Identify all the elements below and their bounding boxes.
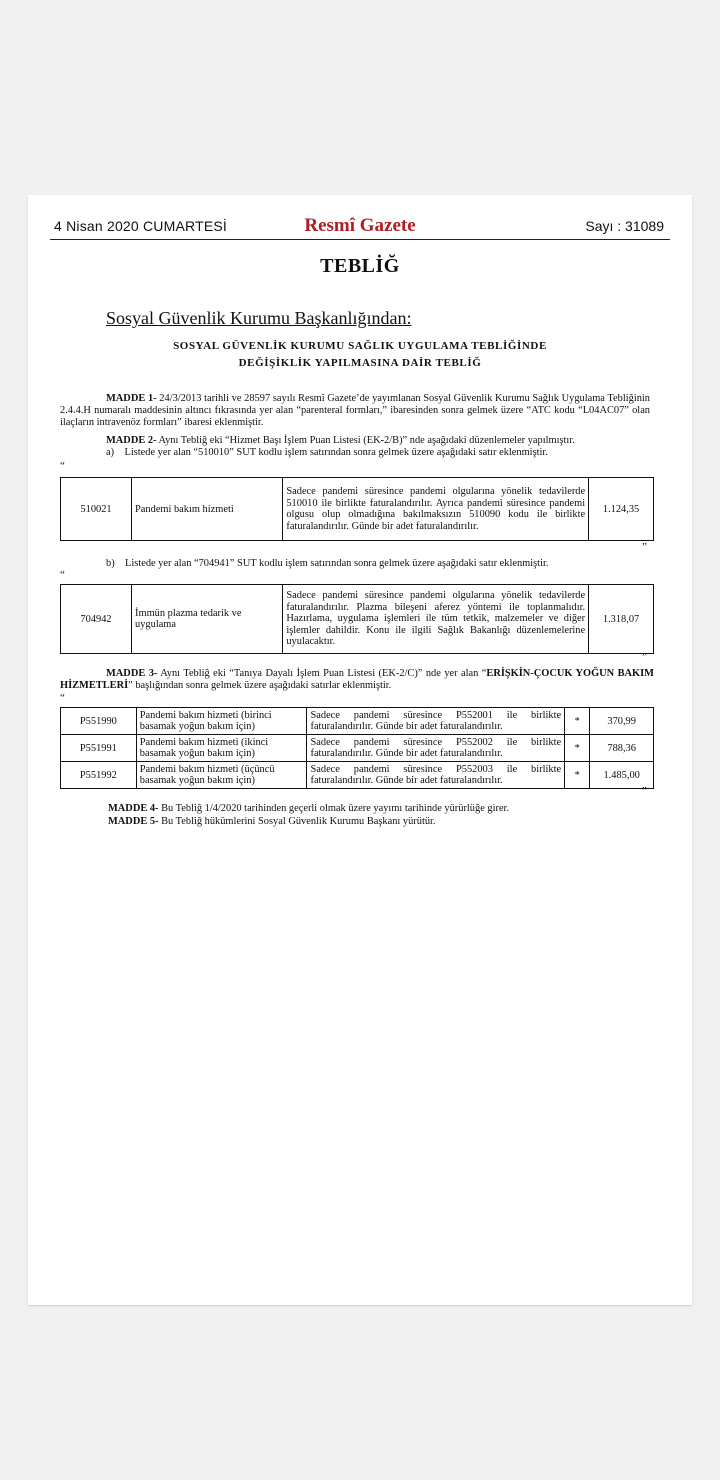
procedure-points: 1.485,00	[590, 762, 654, 789]
item-b-text: Listede yer alan “704941” SUT kodlu işlem satırından sonra gelmek üzere aşağıdaki satır eklenmiştir.	[125, 558, 549, 569]
article-4-label: MADDE 4-	[108, 803, 159, 814]
article-2-label: MADDE 2-	[106, 435, 157, 446]
procedure-name: Pandemi bakım hizmeti (ikinci basamak yoğun bakım için)	[136, 735, 307, 762]
procedure-name: İmmün plazma tedarik ve uygulama	[132, 585, 283, 654]
procedure-name: Pandemi bakım hizmeti (birinci basamak yoğun bakım için)	[136, 708, 307, 735]
article-5	[108, 816, 668, 828]
article-1	[60, 393, 650, 429]
procedure-points: 788,36	[590, 735, 654, 762]
article-3-label: MADDE 3-	[106, 668, 158, 679]
document-type: TEBLİĞ	[320, 255, 400, 277]
item-a-marker: a)	[106, 447, 115, 458]
sut-code: P551991	[61, 735, 137, 762]
quote-close-c: ”	[642, 785, 647, 797]
article-5-label: MADDE 5-	[108, 816, 159, 827]
star-marker: *	[565, 708, 590, 735]
newspaper-title: Resmî Gazete	[304, 215, 416, 236]
star-marker: *	[565, 762, 590, 789]
quote-close-b: ”	[642, 651, 647, 663]
article-3	[60, 668, 654, 692]
header-date: 4 Nisan 2020 CUMARTESİ	[54, 218, 227, 234]
article-5-text: Bu Tebliğ hükümlerini Sosyal Güvenlik Kurumu Başkanı yürütür.	[158, 816, 436, 827]
issue-number: Sayı : 31089	[585, 218, 664, 234]
article-2-text: Aynı Tebliğ eki “Hizmet Başı İşlem Puan Listesi (EK-2/B)” nde aşağıdaki düzenlemeler yapılmıştır.	[156, 435, 575, 446]
procedure-description: Sadece pandemi süresince P552001 ile birlikte faturalandırılır. Günde bir adet faturalandırılır.	[307, 708, 565, 735]
gazette-page	[28, 195, 692, 1305]
table-ek2c	[60, 707, 654, 789]
procedure-points: 1.318,07	[589, 585, 654, 654]
sut-code: 704942	[61, 585, 132, 654]
procedure-name: Pandemi bakım hizmeti	[132, 478, 283, 541]
quote-close-a: ”	[642, 541, 647, 553]
table-row	[61, 762, 654, 789]
article-3-section-name: ERİŞKİN-ÇOCUK YOĞUN BAKIM HİZMETLERİ	[60, 668, 654, 691]
procedure-points: 370,99	[590, 708, 654, 735]
document-title-line2: DEĞİŞİKLİK YAPILMASINA DAİR TEBLİĞ	[238, 357, 482, 369]
article-3-text-before: Aynı Tebliğ eki “Tanıya Dayalı İşlem Puan Listesi (EK-2/C)” nde yer alan “	[157, 668, 487, 679]
issuing-agency: Sosyal Güvenlik Kurumu Başkanlığından:	[106, 308, 412, 328]
item-a-text: Listede yer alan “510010” SUT kodlu işlem satırından sonra gelmek üzere aşağıdaki satır eklenmiştir.	[124, 447, 548, 458]
procedure-description: Sadece pandemi süresince P552002 ile birlikte faturalandırılır. Günde bir adet faturalandırılır.	[307, 735, 565, 762]
table-ek2b-a	[60, 477, 654, 541]
article-2-item-b	[106, 558, 666, 570]
article-4	[108, 803, 668, 815]
article-3-text-after: ” başlığından sonra gelmek üzere aşağıdaki satırlar eklenmiştir.	[128, 680, 392, 691]
article-2-item-a	[106, 447, 666, 459]
star-marker: *	[565, 735, 590, 762]
table-row	[61, 478, 654, 541]
quote-open-c: “	[60, 692, 65, 704]
quote-open-b: “	[60, 569, 65, 581]
article-4-text: Bu Tebliğ 1/4/2020 tarihinden geçerli olmak üzere yayımı tarihinde yürürlüğe girer.	[158, 803, 510, 814]
article-1-label: MADDE 1-	[106, 393, 157, 404]
sut-code: 510021	[61, 478, 132, 541]
sut-code: P551990	[61, 708, 137, 735]
document-title-line1: SOSYAL GÜVENLİK KURUMU SAĞLIK UYGULAMA TEBLİĞİNDE	[173, 340, 547, 352]
procedure-description: Sadece pandemi süresince pandemi olgularına yönelik tedavilerde 510010 ile birlikte faturalandırılır. Ayrıca pandemi süresince pandemi olgusu olup olmadığına bakılmaksızın 510090 kodu ile birlikte faturalandırılır. Günde bir adet faturalandırılır.	[283, 478, 589, 541]
article-1-text: 24/3/2013 tarihli ve 28597 sayılı Resmî Gazete’de yayımlanan Sosyal Güvenlik Kurumu Sağlık Uygulama Tebliğinin 2.4.4.H numaralı maddesinin altıncı fıkrasında yer alan “parenteral formları,” ibaresinden sonra gelmek üzere “ATC kodu “L04AC07” olan ilaçların intravenöz formları” ibaresi eklenmiştir.	[60, 393, 650, 428]
quote-open-a: “	[60, 460, 65, 472]
article-2	[106, 435, 666, 447]
table-row	[61, 585, 654, 654]
table-ek2b-b	[60, 584, 654, 654]
header-divider	[50, 239, 670, 240]
table-row	[61, 735, 654, 762]
table-row	[61, 708, 654, 735]
procedure-description: Sadece pandemi süresince P552003 ile birlikte faturalandırılır. Günde bir adet faturalandırılır.	[307, 762, 565, 789]
sut-code: P551992	[61, 762, 137, 789]
procedure-points: 1.124,35	[589, 478, 654, 541]
procedure-name: Pandemi bakım hizmeti (üçüncü basamak yoğun bakım için)	[136, 762, 307, 789]
item-b-marker: b)	[106, 558, 115, 569]
procedure-description: Sadece pandemi süresince pandemi olgularına yönelik tedavilerde faturalandırılır. Plazma bileşeni aferez yöntemi ile toplanmalıdır. Hazırlama, uygulama işlemleri ile tüm tetkik, malzemeler ve diğer işlemler dahildir. Konu ile ilgili Sağlık Bakanlığı düzenlemelerine uyulacaktır.	[283, 585, 589, 654]
